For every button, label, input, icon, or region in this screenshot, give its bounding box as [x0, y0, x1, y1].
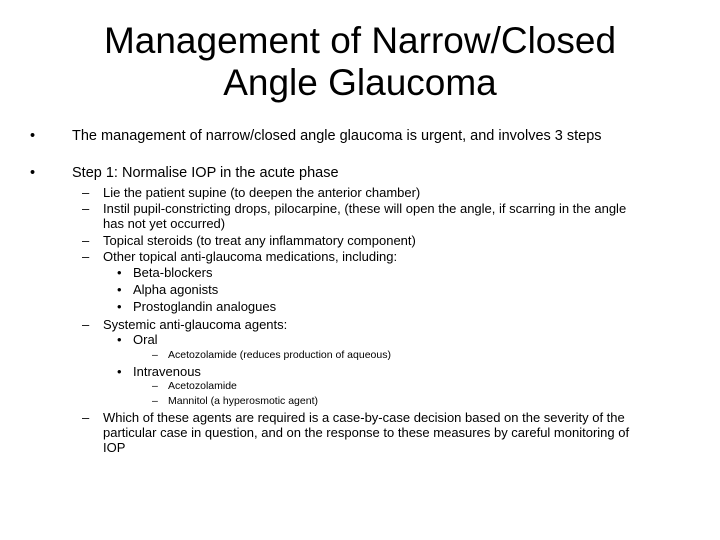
bullet-text: Step 1: Normalise IOP in the acute phase: [72, 165, 339, 181]
bullet-marker: •: [117, 332, 122, 347]
title-line-2: Angle Glaucoma: [223, 62, 497, 103]
dash-marker: –: [82, 185, 90, 200]
dash-marker: –: [152, 380, 158, 392]
sub-item-text: Lie the patient supine (to deepen the anterior chamber): [103, 185, 421, 200]
dash-marker: –: [82, 317, 90, 332]
slide-title: [0, 20, 720, 104]
dash-marker: –: [152, 349, 158, 361]
list-item-text: Oral: [133, 332, 158, 347]
dash-marker: –: [82, 410, 90, 425]
list-item-text: Prostoglandin analogues: [133, 299, 277, 314]
list-item-text: Mannitol (a hyperosmotic agent): [168, 395, 318, 407]
dash-marker: –: [152, 395, 158, 407]
bullet-marker: •: [117, 299, 122, 314]
dash-marker: –: [82, 201, 90, 216]
list-item-text: Acetozolamide: [168, 380, 237, 392]
bullet-text: The management of narrow/closed angle glaucoma is urgent, and involves 3 steps: [72, 128, 602, 144]
list-item-text: Intravenous: [133, 364, 201, 379]
sub-item-text-cont: IOP: [103, 440, 126, 455]
list-item-text: Acetozolamide (reduces production of aqueous): [168, 349, 391, 361]
bullet-marker: •: [117, 364, 122, 379]
sub-item-text: Topical steroids (to treat any inflammatory component): [103, 233, 416, 248]
list-item-text: Alpha agonists: [133, 282, 219, 297]
dash-marker: –: [82, 249, 90, 264]
sub-item-text: Systemic anti-glaucoma agents:: [103, 317, 288, 332]
sub-item-text-cont: particular case in question, and on the response to these measures by careful monitoring of: [103, 425, 630, 440]
list-item-text: Beta-blockers: [133, 265, 213, 280]
sub-item-text: Which of these agents are required is a case-by-case decision based on the severity of the: [103, 410, 625, 425]
title-line-1: Management of Narrow/Closed: [103, 20, 617, 61]
bullet-marker: •: [30, 128, 36, 144]
sub-item-text: Instil pupil-constricting drops, pilocarpine, (these will open the angle, if scarring in the angle: [103, 201, 627, 216]
sub-item-text: Other topical anti-glaucoma medications, including:: [103, 249, 398, 264]
bullet-marker: •: [30, 165, 36, 181]
bullet-marker: •: [117, 282, 122, 297]
sub-item-text-cont: has not yet occurred): [103, 216, 226, 231]
dash-marker: –: [82, 233, 90, 248]
bullet-marker: •: [117, 265, 122, 280]
